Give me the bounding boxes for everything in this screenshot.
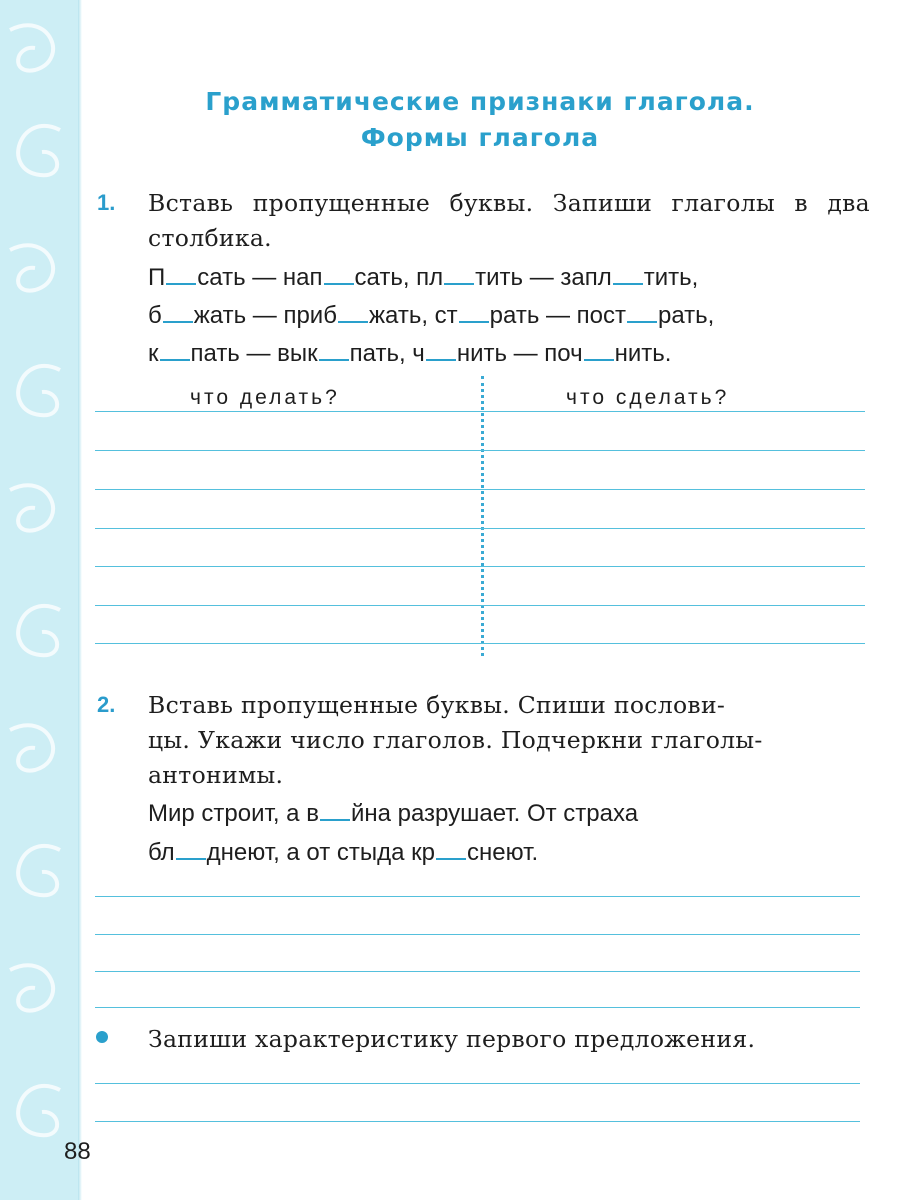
word-part: жать, ст [368, 302, 458, 329]
writing-line[interactable] [95, 934, 860, 935]
word-part: тить — запл [475, 264, 612, 291]
task-2-instruction-line-1: Вставь пропущенные буквы. Спиши послови- [148, 691, 726, 719]
writing-line[interactable] [95, 643, 865, 644]
writing-line[interactable] [95, 1083, 860, 1084]
word-part: днеют, а от стыда кр [206, 839, 436, 866]
blank-slot[interactable] [584, 341, 614, 361]
task-1-instruction: Вставь пропущенные буквы. Запиши глаголы в два столбика. [148, 189, 870, 252]
word-part: Мир строит, а в [148, 800, 319, 827]
word-part: нить. [614, 340, 672, 367]
page-title-line-1: Грамматические признаки глагола. [205, 87, 755, 116]
word-part: бл [148, 839, 175, 866]
blank-slot[interactable] [319, 341, 349, 361]
extra-task-instruction: Запиши характеристику первого предложения. [148, 1025, 756, 1053]
page-number: 88 [64, 1138, 91, 1165]
task-2-instruction-line-2: цы. Укажи число глаголов. Подчеркни глаголы- [148, 726, 763, 754]
column-divider [481, 376, 484, 656]
column-header-what-to-do: что делать? [190, 386, 340, 409]
blank-slot[interactable] [459, 303, 489, 323]
blank-slot[interactable] [338, 303, 368, 323]
word-part: сать, пл [354, 264, 444, 291]
word-part: пать — вык [190, 340, 318, 367]
blank-slot[interactable] [163, 303, 193, 323]
word-part: б [148, 302, 162, 329]
decorative-margin-band [0, 0, 78, 1200]
task-2-number: 2. [97, 692, 116, 717]
task-1-exercise-line-1 [148, 264, 698, 292]
blank-slot[interactable] [613, 265, 643, 285]
swirl-pattern-icon [0, 0, 78, 1200]
writing-line[interactable] [95, 411, 865, 412]
word-part: йна разрушает. От страха [350, 800, 639, 827]
blank-slot[interactable] [176, 840, 206, 860]
margin-edge [78, 0, 82, 1200]
column-header-what-to-have-done: что сделать? [566, 386, 730, 409]
writing-line[interactable] [95, 896, 860, 897]
word-part: сать — нап [197, 264, 323, 291]
blank-slot[interactable] [627, 303, 657, 323]
blank-slot[interactable] [166, 265, 196, 285]
word-part: П [148, 264, 166, 291]
writing-line[interactable] [95, 489, 865, 490]
blank-slot[interactable] [324, 265, 354, 285]
task-2-instruction-line-3: антонимы. [148, 761, 284, 789]
blank-slot[interactable] [320, 801, 350, 821]
task-1-exercise-line-2 [148, 302, 714, 330]
writing-line[interactable] [95, 528, 865, 529]
writing-line[interactable] [95, 1007, 860, 1008]
blank-slot[interactable] [160, 341, 190, 361]
writing-line[interactable] [95, 971, 860, 972]
blank-slot[interactable] [444, 265, 474, 285]
writing-line[interactable] [95, 566, 865, 567]
writing-line[interactable] [95, 450, 865, 451]
page-title-line-2: Формы глагола [360, 123, 600, 152]
word-part: жать — приб [193, 302, 337, 329]
word-part: рать — пост [489, 302, 626, 329]
task-1-number: 1. [97, 190, 116, 215]
task-2-proverb-line-2 [148, 839, 538, 867]
word-part: тить, [643, 264, 699, 291]
word-part: снеют. [467, 839, 539, 866]
writing-line[interactable] [95, 1121, 860, 1122]
blank-slot[interactable] [426, 341, 456, 361]
blank-slot[interactable] [436, 840, 466, 860]
bullet-icon [96, 1031, 108, 1043]
task-2-proverb-line-1 [148, 800, 638, 828]
word-part: к [148, 340, 159, 367]
word-part: нить — поч [456, 340, 583, 367]
word-part: рать, [658, 302, 715, 329]
task-1-exercise-line-3 [148, 340, 671, 368]
writing-line[interactable] [95, 605, 865, 606]
word-part: пать, ч [349, 340, 425, 367]
